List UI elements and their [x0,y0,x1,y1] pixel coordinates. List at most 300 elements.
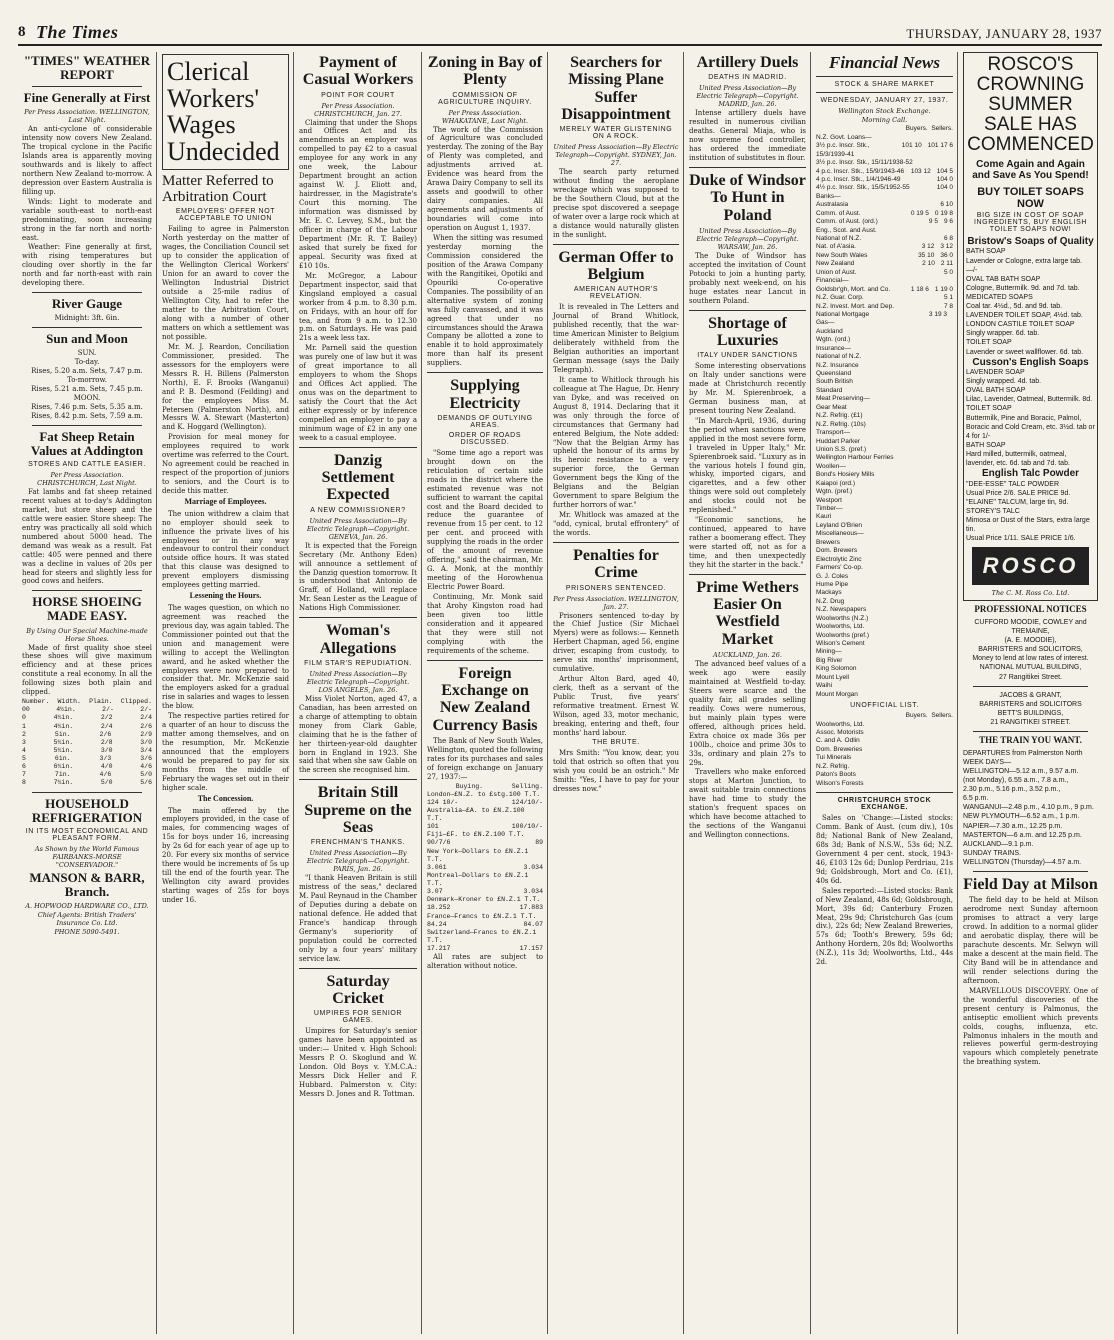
column-rule [293,52,294,1334]
subheading: EMPLOYERS' OFFER NOT ACCEPTABLE TO UNION [175,208,276,223]
text-line: LONDON CASTILE TOILET SOAP [966,321,1075,329]
text-line: BATH SOAP [966,441,1006,449]
market-row: 1 19 0 1 18 6 Goldsbr'gh, Mort. and Co. [816,285,953,293]
table-row: Montreal—Dollars to £N.Z.1 T.T. 3.07 3.034 [427,871,543,896]
byline: Per Press Association. CHRISTCHURCH, Last Night. [37,470,137,487]
notice [963,691,1098,727]
column-1 [18,52,156,1334]
market-row: South British [816,378,853,386]
text-line: MEDICATED SOAPS [966,293,1033,301]
paragraph: All rates are subject to alteration without notice. [427,953,543,971]
market-row: Waihi [816,682,833,690]
text-line: AUCKLAND—9.1 p.m. [963,840,1034,848]
market-row: Wgtn. (ord.) [816,336,851,344]
divider [299,447,417,448]
ad-text: Chief Agents: British Traders' Insurance Co. Ltd. [37,910,137,927]
subheading: The Concession. [197,793,254,803]
market-list [816,721,953,789]
ad-headline: BUY TOILET SOAPS NOW [977,185,1084,211]
market-row: Transport— [816,429,851,437]
headline: Shortage of Luxuries [708,314,787,349]
market-row: N.Z. Drug [816,597,845,605]
column-5 [549,52,683,1334]
market-row: 2 11 2 10 New Zealand [816,260,953,268]
divider [427,660,543,661]
divider [299,617,417,618]
sun-times: Rises, 5.20 a.m. Sets, 7.47 p.m. [31,367,143,376]
paragraph: Made of first quality shoe steel these shoes will give maximum efficiency and at these prices constitute a real economy. In all the following sizes both plain and clipped. [22,643,152,697]
subheading: UNOFFICIAL LIST. [850,702,919,710]
text-line: 27 Rangitikei Street. [998,673,1063,681]
text-line: 6.5 p.m. [963,795,989,803]
market-row: 101 17 6 101 10 3½ p.c. Inscr. Stk., 15/3/1939-41 [816,142,953,158]
byline: Per Press Association. WHAKATANE, Last Night. [441,108,529,125]
table-row: 4 5½in. 3/0 3/4 [22,746,152,754]
tomorrow-label: To-morrow. [67,376,107,385]
market-row: Brewers [816,538,840,546]
headline: Sun and Moon [46,331,128,347]
text-line: WANGANUI—2.48 p.m., 4.10 p.m., 9 p.m. [963,804,1094,812]
table-row: London—£N.Z. to £stg.100 T.T. 124 10/- 124/10/- [427,790,543,806]
market-row: Wgtn. (pref.) [816,488,853,496]
headline: River Gauge [51,296,123,312]
headline: Matter Referred to Arbitration Court [162,173,274,206]
headline: Danzig Settlement Expected [321,451,395,504]
paragraph: It is expected that the Foreign Secretary (Mr. Anthony Eden) will announce a settlement of the Danzig question tomorrow. It is understood that Antonio de Graff, of Holland, will replace Mr. Sean Lester as the League of Nations High Commissioner. [299,541,417,613]
ad-subheading: IN ITS MOST ECONOMICAL AND PLEASANT FORM. [25,827,149,842]
paragraph: Claiming that under the Shops and Offices Act and its amendments an employer was compelled to pay £2 to a casual employee for any work in any one week, the Labour Department brought an action against W. J. Eliott and, hairdresser, in the Magistrate's Court this morning. The information was dismissed by Mr. E. C. Levvey, S.M., but the officer in charge of the Labour Department (Mr. R. T. Bailey) asked that surely be fixed for appeal. Security was fixed at £10 10s. [299,118,417,270]
headline: Financial News [829,53,940,72]
text-line: WEEK DAYS— [963,758,1012,766]
subheading: Lessening the Hours. [189,591,262,601]
ad-headline: Bristow's Soaps of Quality [967,235,1094,247]
column-4 [423,52,547,1334]
divider [427,372,543,373]
market-row: Mount Lyell [816,673,849,681]
subheading: WEDNESDAY, JANUARY 27, 1937. [820,97,949,105]
paragraph: It came to Whitlock through his colleague at The Hague, Dr. Henry van Dyke, and was received on August 8, 1914. Declaring that it was only through the force of circumstances that Germany had entered Belgium, the Note added: "Now that the Belgian Army has upheld the honour of its arms by its heroic resistance to a very superior force, the German Government begs the King of the Belgians and the Belgian Government to spare Belgium the further horrors of war." [553,375,679,510]
moon-times: Rises, 8.42 p.m. Sets, 7.59 a.m. [31,411,143,420]
table-header: Buying. Selling. [455,782,543,790]
moon-label: MOON. [73,394,101,403]
text-line: OVAL BATH SOAP [966,387,1026,395]
text-line: Singly wrapper. 6d. tab. [966,330,1040,338]
market-row: Woolworths, Ltd. [816,720,865,728]
market-row: Wilson's Cement [816,640,865,648]
market-row: Wellington Harbour Ferries [816,454,894,462]
market-row: Union S.S. (pref.) [816,445,867,453]
paragraph: Some interesting observations on Italy under sanctions were made at Christchurch recently by Mr. M. Spierenbroek, a German business man, at present touring New Zealand. [689,362,806,415]
horse-shoe-table [22,698,152,787]
table-row: 8 7½in. 5/0 5/6 [22,779,152,787]
byline: Per Press Association. WELLINGTON, Jan. 27. [553,594,679,611]
market-row: Gear Meat [816,403,847,411]
market-row: N.Z. Govt. Loans— [816,133,872,141]
market-row: Auckland [816,327,843,335]
headline: Searchers for Missing Plane Suffer Disappointment [561,54,671,123]
ad-headline: HOUSEHOLD REFRIGERATION [31,795,143,825]
byline: Per Press Association. CHRISTCHURCH, Jan. 27. [314,101,402,118]
table-row: Denmark—Kroner to £N.Z.1 T.T. 18.252 17.883 [427,896,543,912]
byline: Per Press Association. WELLINGTON, Last Night. [24,108,150,125]
market-row: Kauri [816,513,832,521]
paragraph: Continuing, Mr. Monk said that Arohy Kingston road had been given too little consideration and it appeared that they were still not complying with the requirements of the scheme. [427,593,543,655]
market-row: Woolworths (N.Z.) [816,614,869,622]
market-row: Gas— [816,319,835,327]
today-label: To-day. [74,358,100,367]
text-line: 2.30 p.m., 5.16 p.m., 3.52 p.m., [963,786,1061,794]
market-row: Dom. Brewers [816,547,858,555]
market-row: Huddart Parker [816,437,861,445]
market-row: 0 19 8 0 19 5 Comm. of Aust. [816,209,953,217]
paragraph: Fat lambs and fat sheep retained recent values at to-day's Addington market, but store sheep and the cattle were easier. Store sheep: The entry was practically all sold which numbered about 5000 head. The demand was weak as a result. Fat cattle: 405 were penned and there was a decline in values of 20s per head for steers and slightly less for good cows and heifers. [22,487,152,586]
subheading: STORES AND CATTLE EASIER. [28,460,146,468]
paragraph: "I thank Heaven Britain is still mistress of the seas," declared M. Paul Reynaud in the Chamber of Deputies during a debate on national defence. He added that France's handicap through Germany's superiority of population could be corrected only by a four years' military service law. [299,874,417,963]
text-line: NATIONAL MUTUAL BUILDING, [979,664,1082,672]
moon-times: Rises, 7.46 p.m. Sets, 5.35 a.m. [31,402,143,411]
headline: Fat Sheep Retain Values at Addington [30,428,144,458]
market-row: Wilson's Forests [816,779,864,787]
text-line: Usual Price 1/11. SALE PRICE 1/6. [966,535,1076,543]
ad-headline: English Talc Powder [981,468,1080,480]
exchange-table [427,783,543,954]
column-6 [685,52,810,1334]
paragraph: Mr. M. J. Reardon, Conciliation Commissioner, presided. The assessors for the employers were Messrs R. H. Billens (Palmerston North), E. F. Brooks (Wanganui) and P. B. Desmond (Feilding) and for the employees Miss M. Petersen (Palmerston North), and Messrs W. A. Stewart (Masterton) and K. Hoggard (Wellington). [162,342,289,432]
byline: Wellington Stock Exchange. [838,107,931,116]
text-line: Cologne, Buttermilk. 9d. and 7d. tab. [966,284,1080,292]
market-row: 6 10 Australasia [816,201,953,209]
paragraph: The search party returned without finding the aeroplane wreckage which was supposed to be the Southern Cloud, but at the precise spot discovered a seepage of water over a large rock which at a distance would naturally glisten in the sunlight. [553,168,679,239]
market-row: N.Z. Newspapers [816,606,867,614]
market-row: 5 0 Union of Aust. [816,268,953,276]
text-line: 21 RANGITIKEI STREET. [990,718,1071,726]
market-row: Leyland O'Brien [816,521,863,529]
headline: Clerical Workers' Wages Undecided [162,54,289,170]
paragraph: Mr. Whitlock was amazed at the "odd, cynical, brutal effrontery" of the words. [553,511,679,538]
market-row: Mining— [816,648,842,656]
headline: Duke of Windsor To Hunt in Poland [689,171,806,224]
subheading: UMPIRES FOR SENIOR GAMES. [313,1010,403,1025]
text-line: LAVENDER SOAP [966,369,1025,377]
market-row: 104 0 4½ p.c. Inscr. Stk., 15/5/1952-55 [816,184,953,192]
table-row: Switzerland—Francs to £N.Z.1 T.T. 17.217 17.157 [427,928,543,953]
river-reading: Midnight: 3ft. 6in. [54,314,120,323]
ad-subheading: BIG SIZE IN COST OF SOAP INGREDIENTS, BUY ENGLISH TOILET SOAPS NOW! [973,211,1088,233]
paragraph: "Some time ago a report was brought down on the reticulation of certain side roads in the district where the estimated revenue was not sufficient to warrant the capital cost and the Board decided to reduce the guarantee of revenue from 15 per cent. to 12 per cent. and proceed with supplying the roads in the order of the amount of revenue offering," said the chairman, Mr. G. A. Monk, at the monthly meeting of the Horowhenua Electric Power Board. [427,448,543,592]
paragraph: An anti-cyclone of considerable intensity now covers New Zealand. The tropical cyclone in the Pacific Islands area is apparently moving southwards and is likely to affect northern New Zealand to-morrow. A depression over Eastern Australia is filling up. [22,125,152,196]
divider [32,327,142,328]
paragraph: Provision for meal money for employees required to work overtime was referred to the Court. No agreement could be reached in respect of the proportion of juniors to seniors, and the Court is to decide this matter. [162,433,289,496]
market-row: N.Z. Refrig. (10s) [816,420,866,428]
headline: German Offer to Belgium [558,248,674,283]
paragraph: The main offered by the employers provided, in the case of males, for commencing wages of 15s for boys under 16, increasing by 2s 6d for each year of age up to 20. For every six months of service there would be increments of 5s up till the end of the fourth year. The Wellington city award provides starting wages of 25s for boys under 16. [162,806,289,905]
market-row: Woolworths, Ltd. [816,623,865,631]
market-row: 104 0 4 p.c. Inscr. Stk., 1/4/1946-49 [816,175,953,183]
divider [553,244,679,245]
divider [973,686,1088,687]
market-row: 3 19 3 National Mortgage [816,310,947,318]
market-row: N.Z. Insurance [816,361,859,369]
text-line: LAVENDER TOILET SOAP, 4½d. tab. [966,312,1083,320]
text-line: BARRISTERS and SOLICITORS, [978,646,1083,654]
ad-text: As Shown by the World Famous FAIRBANKS-MORSE "CONSERVADOR." [34,844,140,869]
divider [299,968,417,969]
ad-list [966,368,1095,468]
paragraph: Travellers who make enforced stops at Marton Junction, to await suitable train connections have had time to study the station's frequent spaces on which have become attached to the sections of the Wanganui and Wellington connections. [689,768,806,840]
market-row: Mackays [816,589,842,597]
headline: Supplying Electricity [449,377,521,412]
table-row: 5 6in. 3/3 3/6 [22,755,152,763]
market-header: Buyers. Sellers. [905,712,953,720]
text-line: TOILET SOAP [966,405,1012,413]
market-row: C. and A. Odlin [816,737,860,745]
divider [553,542,679,543]
column-8 [959,52,1102,1334]
market-row: N.Z. Refrig. (£1) [816,412,863,420]
market-row: N.Z. Refrig. [816,762,850,770]
table-row: 00 4½in. 2/- 2/- [22,706,152,714]
market-row: 104 5 103 12 4 p.c. Inscr. Stk., 15/9/1943-46 [816,167,953,175]
market-row: Woollen— [816,462,846,470]
column-rule [810,52,811,1334]
headline: Saturday Cricket [326,972,390,1007]
text-line: OVAL TAB BATH SOAP [966,275,1041,283]
headline: "TIMES" WEATHER REPORT [23,53,151,83]
market-row: 36 0 35 10 New South Wales [816,251,953,259]
table-row: 3 5½in. 2/8 3/0 [22,738,152,746]
byline: United Press Association—By Electric Telegraph—Copyright. WARSAW, Jan. 26. [696,226,799,251]
ad-headline: ROSCO'S CROWNING SUMMER SALE HAS COMMENCED [967,54,1094,155]
byline: By Using Our Special Machine-made Horse Shoes. [26,626,148,643]
table-row: New York—Dollars to £N.Z.1 T.T. 3.061 3.034 [427,847,543,871]
market-row: Meat Preserving— [816,395,870,403]
paragraph: The union withdrew a claim that no employer should seek to influence the private lives of his employees or in any way endeavour to control their conduct outside office hours. It was stated that this clause was designed to prevent employers dismissing employees getting married. [162,509,289,590]
subheading: CHRISTCHURCH STOCK EXCHANGE. [837,797,932,812]
headline: Field Day at Milson [963,875,1098,893]
paragraph: The advanced beef values of a week ago were easily maintained at Westfield to-day. Steers were scarce and the quality fair, all grades selling readily. Cows were numerous, but mainly plain types were offered, although prices held. Extra choice ox made 36s per 100lb., choice and prime 30s to 33s, ordinary and plain 27s to 29s. [689,660,806,767]
market-row: 3½ p.c. Inscr. Stk., 15/11/1938-52 [816,159,913,167]
paragraph: Mr. Parnell said the question was purely one of law but it was of great importance to all employers to whom the Shops and Offices Act applied. The onus was on the department to satisfy the Court that the Act either expressly or by inference compelled an employer to pay a minimum wage of £2 in any one week to a casual employee. [299,344,417,442]
masthead [18,22,1102,44]
subheading: ORDER OF ROADS DISCUSSED. [448,431,522,446]
paragraph: The work of the Commission of Agriculture was concluded yesterday. The zoning of the Bay of Plenty was completed, and adjustments arrived at. Evidence was heard from the Arawa Dairy Company to sell its assets and goodwill to other dairy companies. All agreements and adjustments of boundaries will come into operation on August 1, 1937. [427,125,543,233]
market-row: Hume Pipe [816,580,849,588]
market-row: Westport [816,496,842,504]
market-row: Tui Minerals [816,754,852,762]
paragraph: The Duke of Windsor has accepted the invitation of Count Potocki to join a hunting party, probably next week-end, on his huge estates near Lancut in southern Poland. [689,251,806,305]
paragraph: The field day to be held at Milson aerodrome next Sunday afternoon promises to attract a very large crowd. In addition to a normal glider and aerobatic display, there will be parachute descents. Mr. Selwyn will make a descent at the main field. The City Band will be in attendance and will render selections during the afternoon. [963,896,1098,985]
text-line: (A. E. MOODIE), [1004,637,1057,645]
market-row: Big River [816,656,843,664]
market-row: G. J. Coles [816,572,849,580]
divider [816,76,953,77]
ad-list [966,480,1095,544]
byline: United Press Association—By Electric Telegraph—Copyright. PARIS, Jan. 26. [306,849,410,874]
byline: Morning Call. [861,116,908,125]
headline: HORSE SHOEING MADE EASY. [32,594,142,624]
headline: PROFESSIONAL NOTICES [974,604,1087,615]
subheading: PRISONERS SENTENCED. [565,584,667,592]
market-row: Paton's Boots [816,771,856,779]
market-row: 5 1 N.Z. Guar. Corp. [816,294,953,302]
table-row: 7 7in. 4/6 5/0 [22,771,152,779]
ad-tagline: Come Again and Again and Save As You Spend! [972,158,1089,182]
table-header: Number. Width. Plain. Clipped. [22,698,152,706]
market-row: King Solomon [816,665,857,673]
headline: THE TRAIN YOU WANT. [979,735,1082,746]
text-line: Mimosa or Dust of the Stars, extra large tin. [966,517,1090,534]
ad-text: The C. M. Ross Co. Ltd. [991,589,1070,598]
market-row: Mount Morgan [816,690,858,698]
text-line: Lavender or Cologne, extra large tab. —/- [966,257,1082,274]
column-2 [158,52,293,1334]
headline: Penalties for Crime [573,547,659,582]
column-rule [957,52,958,1334]
byline: AUCKLAND, Jan. 26. [713,651,782,660]
paragraph: Mr. McGregor, a Labour Department inspector, said that Kingsland employed a casual worker from 4 p.m. to 8.30 p.m. on Fridays, with an hour off for tea, and from 9 a.m. to 12.30 p.m. on Saturdays. He was paid 21s a week less tax. [299,271,417,343]
text-line: (not Monday), 6.55 a.m., 7.8 a.m., [963,777,1069,785]
subheading: Marriage of Employees. [184,497,267,507]
table-row: Fiji—£F. to £N.Z.100 T.T. 90/7/6 89 [427,831,543,847]
market-row: Standard [816,386,843,394]
table-row: 6 6½in. 4/0 4/6 [22,763,152,771]
divider [32,590,142,591]
paragraph: Weather: Fine generally at first, with rising temperatures but clouding over shortly in the far north and far north-east with rain developing there. [22,243,152,288]
text-line: Money to lend at low rates of interest. [972,655,1089,663]
subheading: POINT FOR COURT [321,91,395,99]
byline: United Press Association—By Electric Telegraph—Copyright. GENEVA, Jan. 26. [306,516,410,541]
ad-text: A. HOPWOOD HARDWARE CO., LTD. [25,901,149,910]
headline: Woman's Allegations [319,622,397,657]
paragraph: "In March-April, 1936, during the period when sanctions were applied in the most severe form, I traveled in Upper Italy," Mr. Spierenbroek said. "Luxury as in the various hotels I found gin, whisky, imported cigars, and cigarettes, and a few other things were sold out completely and stocks could not be replenished." [689,416,806,515]
subheading: THE BRUTE. [592,738,640,746]
market-row: 6 8 National of N.Z. [816,235,953,243]
paragraph: MARVELLOUS DISCOVERY. One of the wonderful discoveries of the present century is Palmonus, the antiseptic emollient which prevents colds, coughs, influenza, etc. Palmonus inhalers in the mouth and relieves powerful germ-destroying vapours which completely penetrate the breathing system. [963,986,1098,1067]
table-row: 2 5in. 2/6 2/9 [22,730,152,738]
paragraph: "Economic sanctions, he continued, appeared to have rather a boomerang effect. They were started off, not as for a time, and then unexpectedly they hit the starter in the back." [689,516,806,569]
divider [689,574,806,575]
text-line: Lavender or sweet wallflower. 6d. tab. [966,348,1084,356]
byline: United Press Association—By Electric Telegraph—Copyright. MADRID, Jan. 26. [696,84,799,109]
text-line: NAPIER—7.30 a.m., 12.25 p.m. [963,822,1063,830]
subheading: DEATHS IN MADRID. [708,74,787,82]
market-row: Miscellaneous— [816,530,864,538]
column-rule [683,52,684,1334]
text-line: Usual Price 2/6. SALE PRICE 9d. [966,489,1071,497]
paragraph: Miss Violet Norton, aged 47, a Canadian, has been arrested on a charge of attempting to obtain money from Clark Gable, claiming that he is the father of her thirteen-year-old daughter born in England in 1923. She said that when she saw Gable on the screen she recognised him. [299,694,417,775]
paragraph: Winds: Light to moderate and variable south-east to north-east predominating, soon increasing strong in the far north and north-east. [22,197,152,242]
market-row: Assoc. Motorists [816,728,864,736]
headline: Artillery Duels [696,54,799,71]
paragraph: Arthur Alton Bard, aged 40, clerk, theft as a servant of the Public Trust, five years' reformative treatment. Ernest W. Wilson, aged 33, motor mechanic, breaking, entering and theft, four months' hard labour. [553,675,679,737]
paragraph: Prisoners sentenced to-day by the Chief Justice (Sir Michael Myers) were as follows:— Kenneth Herbert Chapman, aged 56, engine driver, escaping from custody, to serve six months' imprisonment, cumulative. [553,611,679,674]
paragraph: The wages question, on which no agreement was reached the previous day, was again tabled. The Commissioner pointed out that the union and management were willing to accept the Wellington award, and he asked whether the employers were now prepared to consider that. Mr. McKenzie said the employers asked for a gradual rise in salaries and wages to lessen the blow. [162,603,289,711]
text-line: "ELAINE" TALCUM, large tin, 9d. [966,498,1069,506]
text-line: WELLINGTON—5.12 a.m., 9.57 a.m. [963,767,1079,775]
table-row: France—Francs to £N.Z.1 T.T. 84.24 84.07 [427,912,543,928]
table-row: Australia—£A. to £N.Z.100 T.T. 101 100/10/- [427,806,543,831]
headline: Prime Wethers Easier On Westfield Market [696,578,799,648]
market-row: Timber— [816,505,843,513]
text-line: STOREY'S TALC [966,507,1020,515]
headline: Foreign Exchange on New Zealand Currency Basis [432,664,538,734]
train-times [963,749,1098,867]
divider [689,310,806,311]
text-line: Singly wrapped. 4d. tab. [966,378,1042,386]
notice [963,618,1098,682]
text-line: "DEE-ESSE" TALC POWDER [966,480,1060,488]
subheading: COMMISSION OF AGRICULTURE INQUIRY. [438,91,532,106]
rosco-ad [963,52,1098,601]
issue-date: THURSDAY, JANUARY 28, 1937 [906,26,1102,41]
newspaper-name: The Times [36,22,119,42]
rosco-logo: ROSCO [972,547,1089,585]
ad-list [966,247,1095,356]
table-row: 0 4½in. 2/2 2/4 [22,714,152,722]
market-row: National of N.Z. [816,353,862,361]
paragraph: The respective parties retired for a quarter of an hour to discuss the matter among themselves, and on the resumption, Mr. McKenzie announced that the employers would be prepared to pay for six months from the middle of February the wages set out in their higher scale. [162,712,289,792]
divider [32,792,142,793]
paragraph: Failing to agree in Palmerston North yesterday on the matter of wages, the Conciliation Council set up to consider the application of the Wellington Clerical Workers' Union for an award to cover the Wellington Industrial District outside a 25-mile radius of Wellington City, had to refer the matter to the Arbitration Court, along with a number of other matters on which a settlement was not possible. [162,225,289,341]
divider [973,731,1088,732]
market-row: Dom. Breweries [816,745,863,753]
subheading: A NEW COMMISSIONER? [310,506,406,514]
byline: United Press Association—By Electric Telegraph—Copyright. LOS ANGELES, Jan. 26. [306,669,410,694]
text-line: DEPARTURES from Palmerston North [963,749,1083,757]
text-line: Lilac, Lavender, Oatmeal, Buttermilk. 8d. [966,396,1093,404]
market-row: Queensland [816,370,852,378]
text-line: BETT'S BUILDINGS, [997,709,1064,717]
paragraph: When the sitting was resumed yesterday morning the Commission considered the position of the Arawa Company with the Rangitikei, Opotiki and Opouriki Co-operative Companies. The possibility of an alternative system of zoning was fully canvassed, and it was agreed that under no circumstances should the Arawa Company be allotted a zone to enable it to hold approximately more than half its present suppliers. [427,233,543,368]
paragraph: It is revealed in The Letters and Journal of Brand Whitlock, published recently, that the war-time American Minister to Belgium deliberately withheld from the Belgian authorities an important German message (says the Daily Telegraph). [553,303,679,374]
market-list [816,134,953,699]
sun-times: Rises, 5.21 a.m. Sets, 7.45 p.m. [31,385,143,394]
masthead-rule [18,44,1102,46]
market-row: Electrolytic Zinc [816,555,862,563]
column-3 [295,52,421,1334]
divider [299,779,417,780]
paragraph: Mrs Smith: "You know, dear, you told that ostrich so often that you wish you could be an ostrich." Mr Smith: "Yes, I have to pay for your dresses now." [553,748,679,793]
table-row: 1 4½in. 2/4 2/6 [22,722,152,730]
headline: Fine Generally at First [23,90,151,106]
divider [816,92,953,93]
column-rule [547,52,548,1334]
text-line: BATH SOAP [966,248,1006,256]
market-row: 3 12 3 12 Nat. of A'asia. [816,243,953,251]
column-rule [421,52,422,1334]
text-line: WELLINGTON (Thursday)—4.57 a.m. [963,858,1082,866]
headline: Britain Still Supreme on the Seas [304,784,412,836]
text-line: SUNDAY TRAINS. [963,849,1021,857]
ad-text: PHONE 5090-5491. [54,927,120,936]
headline: Zoning in Bay of Plenty [427,54,543,89]
paragraph: The Bank of New South Wales, Wellington, quoted the following rates for its purchases and sales of foreign exchange on January 27, 1937:— [427,736,543,781]
text-line: Buttermilk, Pine and Boracic, Palmol, Boracic and Cold Cream, etc. 3½d. tab or 4 for 1/- [966,414,1095,440]
text-line: BARRISTERS and SOLICITORS [979,700,1082,708]
divider [816,792,953,793]
subheading: FRENCHMAN'S THANKS. [310,839,406,847]
subheading: ITALY UNDER SANCTIONS [697,352,798,360]
market-row: Bond's Hosiery Mills [816,471,875,479]
subheading: AMERICAN AUTHOR'S REVELATION. [573,286,659,301]
byline: United Press Association—By Electric Telegraph—Copyright. SYDNEY, Jan. 27. [553,143,679,168]
subheading: STOCK & SHARE MARKET [834,81,935,89]
market-header: Buyers. Sellers. [905,125,953,133]
paragraph: Intense artillery duels have resulted in numerous civilian deaths. General Miaja, who is now supreme food controller, has ordered the immediate institution of substitutes in flour. [689,109,806,163]
market-row: 9 6 9 5 Comm. of Aust. (ord.) [816,218,953,226]
market-row: 7 8 N.Z. Invest. Mort. and Dep. [816,302,953,310]
subheading: MERELY WATER GLISTENING ON A ROCK. [559,126,673,141]
